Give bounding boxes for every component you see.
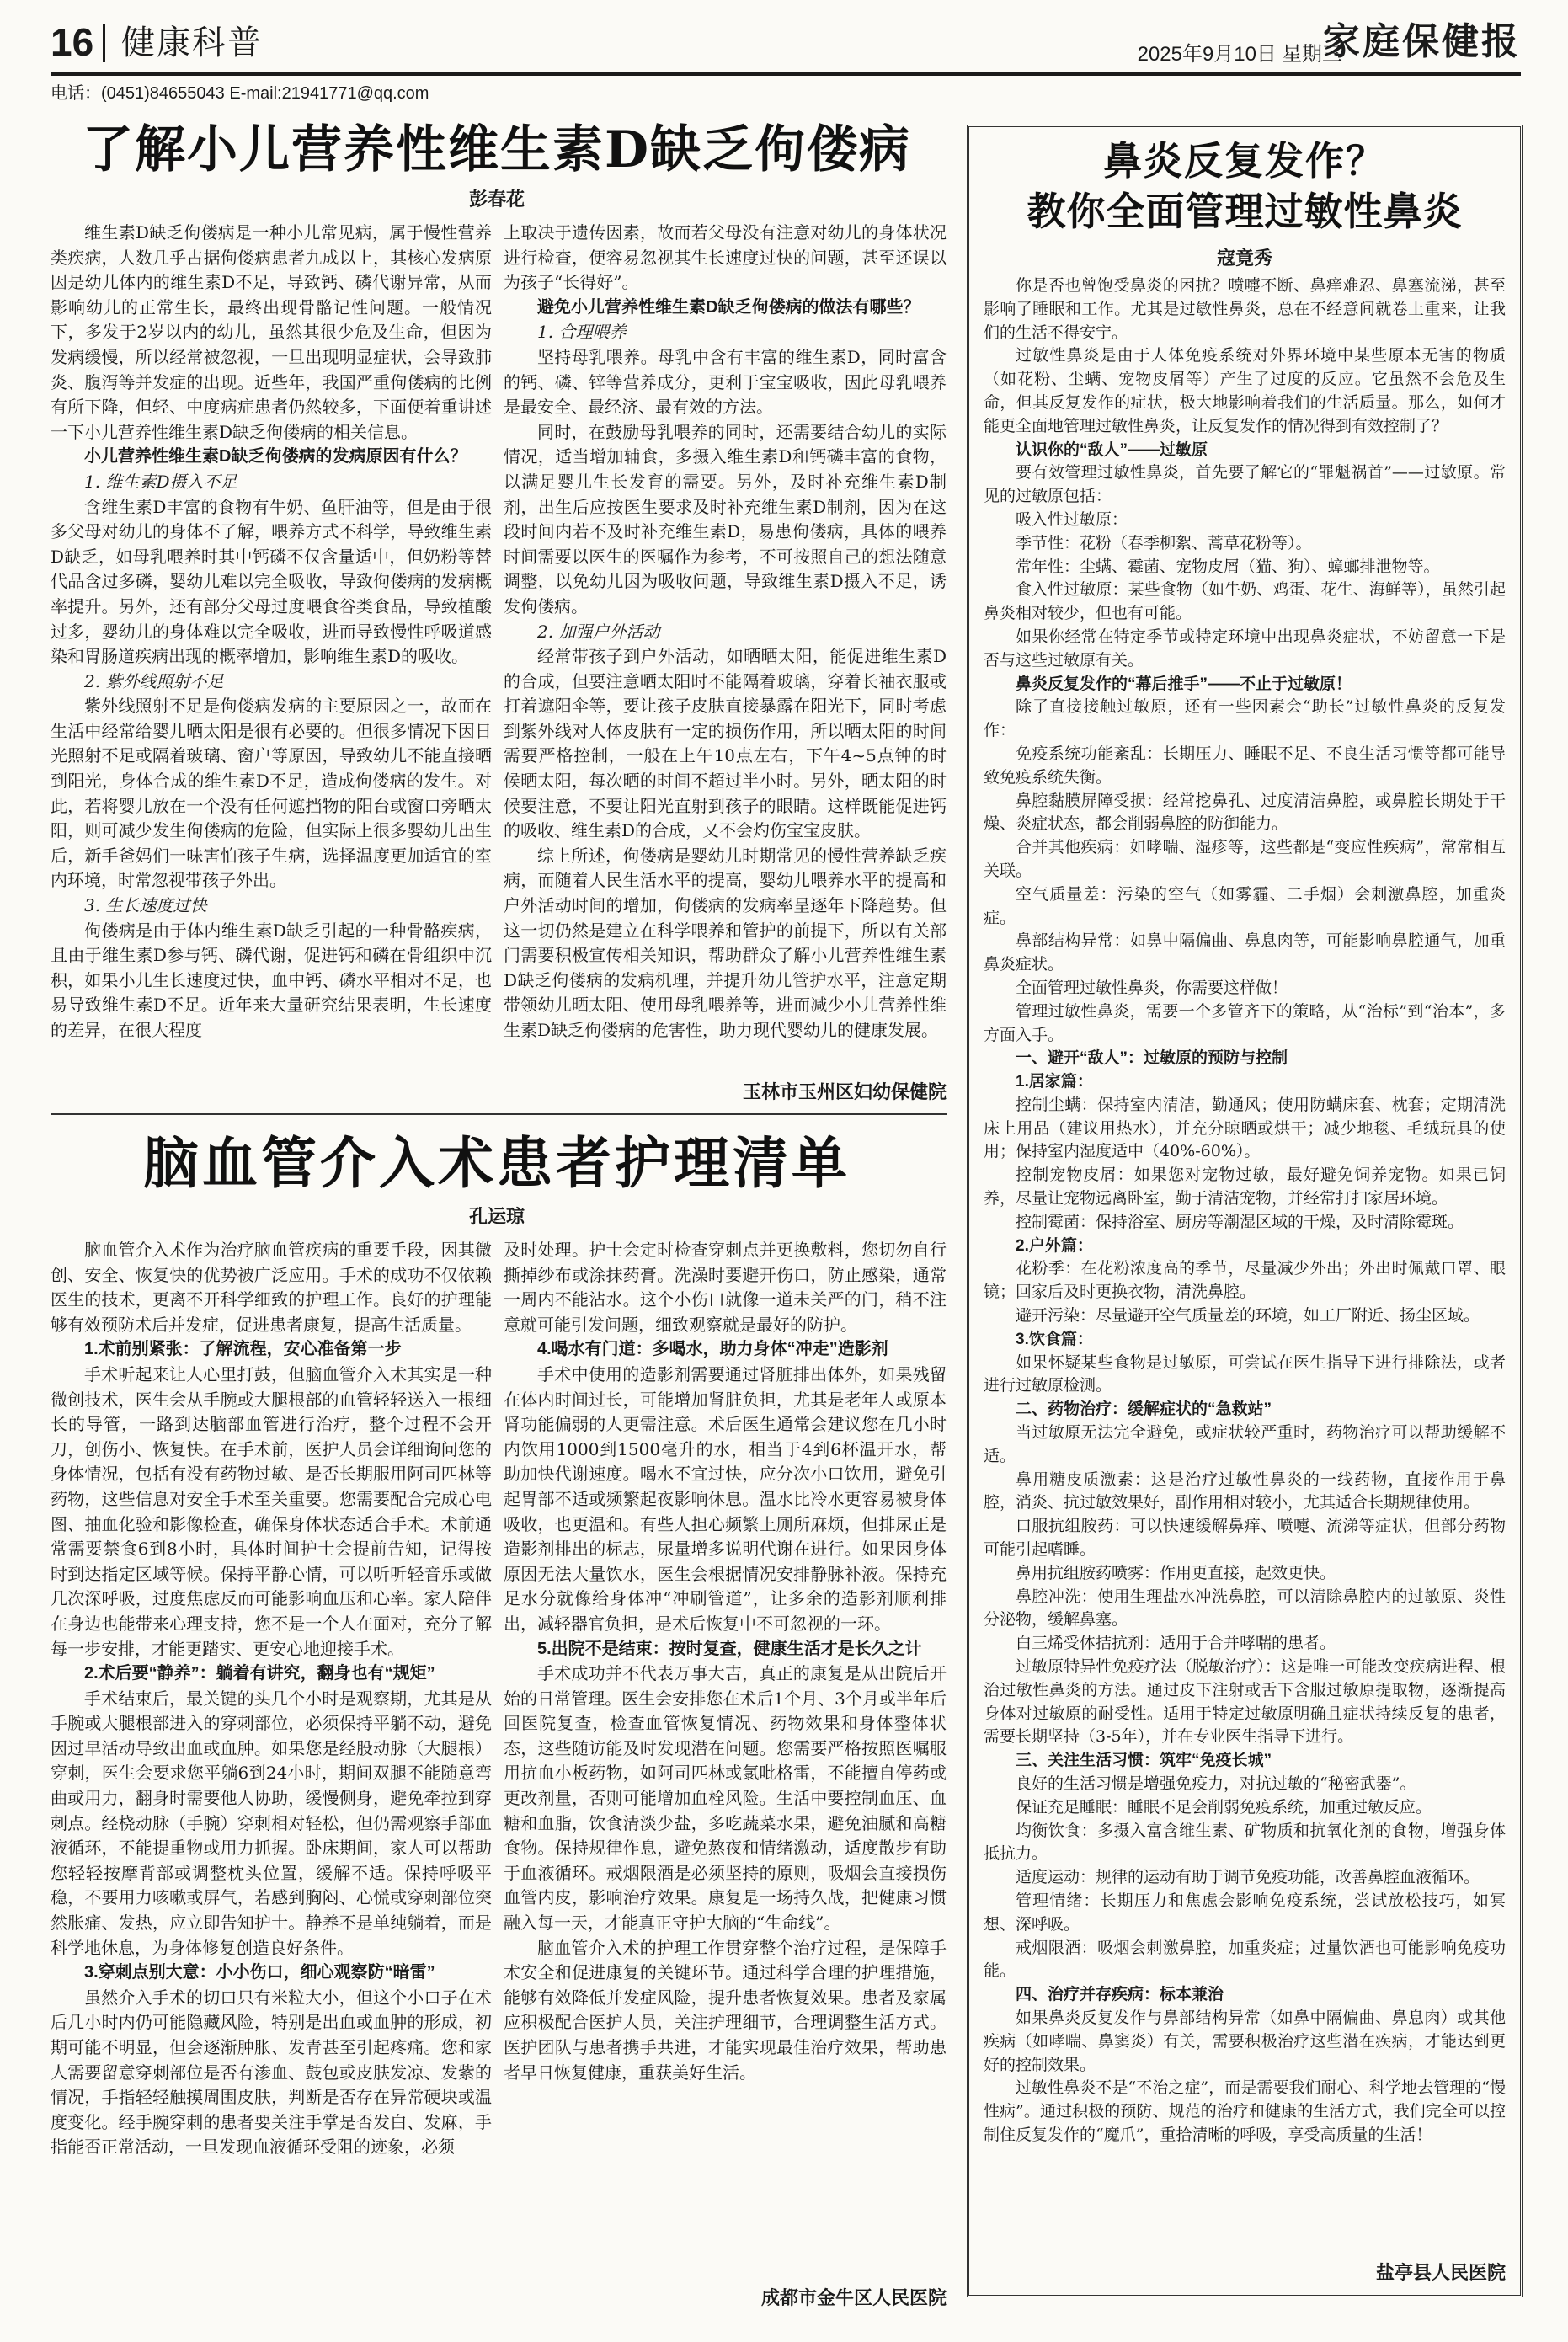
paragraph: 均衡饮食：多摄入富含维生素、矿物质和抗氧化剂的食物，增强身体抵抗力。 bbox=[984, 1821, 1506, 1864]
paragraph: 良好的生活习惯是增强免疫力，对抗过敏的“秘密武器”。 bbox=[1016, 1774, 1416, 1793]
paragraph: 吸入性过敏原： bbox=[1016, 509, 1128, 529]
section-heading: 1.术前别紧张：了解流程，安心准备第一步 bbox=[84, 1340, 402, 1359]
paragraph: 含维生素D丰富的食物有牛奶、鱼肝油等，但是由于很多父母对幼儿的身体不了解，喂养方式不科学，导致维生素D缺乏，如母乳喂养时其中钙磷不仅含量适中，但奶粉等替代品含过多磷，婴幼儿难以完全吸收，导致佝偻病的发病概率提升。另外，还有部分父母过度喂食谷类食品，导致植酸过多，婴幼儿的身体难以完全吸收，进而导致慢性呼吸道感染和胃肠道疾病出现的概率增加，影响维生素D的吸收。 bbox=[51, 496, 492, 667]
section-heading: 2.户外篇： bbox=[1016, 1236, 1093, 1255]
paragraph: 口服抗组胺药：可以快速缓解鼻痒、喷嚏、流涕等症状，但部分药物可能引起嗜睡。 bbox=[984, 1517, 1506, 1560]
masthead bbox=[51, 19, 1521, 69]
paragraph: 管理情绪：长期压力和焦虑会影响免疫系统，尝试放松技巧，如冥想、深呼吸。 bbox=[984, 1891, 1506, 1934]
paragraph: 控制霉菌：保持浴室、厨房等潮湿区域的干燥，及时清除霉斑。 bbox=[1016, 1212, 1464, 1231]
paragraph: 手术成功并不代表万事大吉，真正的康复是从出院后开始的日常管理。医生会安排您在术后1个月、3个月或半年后回医院复查，检查血管恢复情况、药物效果和身体整体状态，这些随访能及时发现潜在问题。您需要严格按照医嘱服用抗血小板药物，如阿司匹林或氯吡格雷，不能擅自停药或更改剂量，否则可能增加血栓风险。生活中要控制血压、血糖和血脂，饮食清淡少盐，多吃蔬菜水果，避免油腻和高糖食物。保持规律作息，避免熬夜和情绪激动，适度散步有助于血液循环。戒烟限酒是必须坚持的原则，吸烟会直接损伤血管内皮，影响治疗效果。康复是一场持久战，把健康习惯融入每一天，才能真正守护大脑的“生命线”。 bbox=[504, 1663, 947, 1934]
section-heading: 4.喝水有门道：多喝水，助力身体“冲走”造影剂 bbox=[537, 1340, 888, 1359]
article2-column-2 bbox=[504, 1238, 947, 2278]
paragraph: 如果你经常在特定季节或特定环境中出现鼻炎症状，不妨留意一下是否与这些过敏原有关。 bbox=[984, 627, 1506, 670]
paragraph: 过敏原特异性免疫疗法（脱敏治疗）：这是唯一可能改变疾病进程、根治过敏性鼻炎的方法。通过皮下注射或舌下含服过敏原提取物，逐渐提高身体对过敏原的耐受性。适用于特定过敏原明确且症状持续反复的患者，需要长期坚持（3-5年），并在专业医生指导下进行。 bbox=[984, 1657, 1506, 1747]
section-heading: 小儿营养性维生素D缺乏佝偻病的发病原因有什么？ bbox=[84, 447, 467, 467]
paragraph: 适度运动：规律的运动有助于调节免疫功能，改善鼻腔血液循环。 bbox=[1016, 1868, 1480, 1887]
section-heading: 3.穿刺点别大意：小小伤口，细心观察防“暗雷” bbox=[84, 1963, 435, 1982]
contact-line: 电话：(0451)84655043 E-mail:21941771@qq.com bbox=[51, 84, 429, 103]
paragraph: 经常带孩子到户外活动，如晒晒太阳，能促进维生素D的合成，但要注意晒太阳时不能隔着玻璃，穿着长袖衣服或打着遮阳伞等，要让孩子皮肤直接暴露在阳光下，同时考虑到紫外线对人体皮肤有一定的损伤作用，所以晒太阳的时间需要严格控制，一般在上午10点左右，下午4~5点钟的时候晒太阳，每次晒的时间不超过半小时。另外，晒太阳的时候要注意，不要让阳光直射到孩子的眼睛。这样既能促进钙的吸收、维生素D的合成，又不会灼伤宝宝皮肤。 bbox=[504, 646, 947, 841]
article2-source: 成都市金牛区人民医院 bbox=[760, 2287, 947, 2308]
paragraph: 鼻用抗组胺药喷雾：作用更直接，起效更快。 bbox=[1016, 1563, 1336, 1582]
paragraph: 当过敏原无法完全避免，或症状较严重时，药物治疗可以帮助缓解不适。 bbox=[984, 1423, 1506, 1465]
article-divider bbox=[51, 1113, 947, 1115]
paragraph: 避开污染：尽量避开空气质量差的环境，如工厂附近、扬尘区域。 bbox=[1016, 1306, 1480, 1326]
paragraph: 手术结束后，最关键的头几个小时是观察期，尤其是从手腕或大腿根部进入的穿刺部位，必须保持平躺不动，避免因过早活动导致出血或血肿。如果您是经股动脉（大腿根）穿刺，医生会要求您平躺6到24小时，期间双腿不能随意弯曲或用力，翻身时需要他人协助，缓慢侧身，避免牵拉到穿刺点。经桡动脉（手腕）穿刺相对轻松，但仍需观察手部血液循环，不能提重物或用力抓握。卧床期间，家人可以帮助您轻轻按摩背部或调整枕头位置，缓解不适。保持呼吸平稳，不要用力咳嗽或屏气，若感到胸闷、心慌或穿刺部位突然胀痛、发热，应立即告知护士。静养不是单纯躺着，而是科学地休息，为身体修复创造良好条件。 bbox=[51, 1688, 492, 1958]
paragraph: 鼻腔冲洗：使用生理盐水冲洗鼻腔，可以清除鼻腔内的过敏原、炎性分泌物，缓解鼻塞。 bbox=[984, 1587, 1506, 1630]
article1-source: 玉林市玉州区妇幼保健院 bbox=[742, 1081, 947, 1102]
paragraph: 免疫系统功能紊乱：长期压力、睡眠不足、不良生活习惯等都可能导致免疫系统失衡。 bbox=[984, 744, 1506, 787]
paragraph: 手术中使用的造影剂需要通过肾脏排出体外，如果残留在体内时间过长，可能增加肾脏负担，尤其是老年人或原本肾功能偏弱的人更需注意。术后医生通常会建议您在几小时内饮用1000到1500毫升的水，相当于4到6杯温开水，帮助加快代谢速度。喝水不宜过快，应分次小口饮用，避免引起胃部不适或频繁起夜影响休息。温水比冷水更容易被身体吸收，也更温和。有些人担心频繁上厕所麻烦，但排尿正是造影剂排出的标志，尿量增多说明代谢在进行。如果因身体原因无法大量饮水，医生会根据情况安排静脉补液。保持充足水分就像给身体冲“冲刷管道”，让多余的造影剂顺利排出，减轻器官负担，是术后恢复中不可忽视的一环。 bbox=[504, 1363, 947, 1634]
paragraph: 维生素D缺乏佝偻病是一种小儿常见病，属于慢性营养类疾病，人数几乎占据佝偻病患者九成以上，其核心发病原因是幼儿体内的维生素D不足，导致钙、磷代谢异常，从而影响幼儿的正常生长，最终出现骨骼记性问题。一般情况下，多发于2岁以内的幼儿，虽然其很少危及生命，但因为发病缓慢，所以经常被忽视，一旦出现明显症状，会导致肺炎、腹泻等并发症的出现。近些年，我国严重佝偻病的比例有所下降，但轻、中度病症患者仍然较多，下面便着重讲述一下小儿营养性维生素D缺乏佝偻病的相关信息。 bbox=[51, 222, 492, 442]
paragraph: 佝偻病是由于体内维生素D缺乏引起的一种骨骼疾病，且由于维生素D参与钙、磷代谢，促进钙和磷在骨组织中沉积，如果小儿生长速度过快，血中钙、磷水平相对不足，也易导致维生素D不足。近年来大量研究结果表明，生长速度的差异，在很大程度 bbox=[51, 920, 492, 1040]
paragraph: 白三烯受体拮抗剂：适用于合并哮喘的患者。 bbox=[1016, 1634, 1336, 1653]
section-heading: 5.出院不是结束：按时复查，健康生活才是长久之计 bbox=[537, 1639, 922, 1658]
paragraph: 上取决于遗传因素，故而若父母没有注意对幼儿的身体状况进行检查，便容易忽视其生长速度过快的问题，甚至还误以为孩子“长得好”。 bbox=[504, 222, 947, 293]
paragraph: 如果怀疑某些食物是过敏原，可尝试在医生指导下进行排除法，或者进行过敏原检测。 bbox=[984, 1352, 1506, 1395]
paragraph: 你是否也曾饱受鼻炎的困扰？喷嚏不断、鼻痒难忍、鼻塞流涕，甚至影响了睡眠和工作。尤其是过敏性鼻炎，总在不经意间就卷土重来，让我们的生活不得安宁。 bbox=[984, 276, 1506, 342]
paragraph: 鼻腔黏膜屏障受损：经常挖鼻孔、过度清洁鼻腔，或鼻腔长期处于干燥、炎症状态，都会削弱鼻腔的防御能力。 bbox=[984, 791, 1506, 834]
section-heading: 避免小儿营养性维生素D缺乏佝偻病的做法有哪些？ bbox=[537, 297, 920, 317]
masthead-divider bbox=[103, 24, 105, 62]
section-heading: 1.居家篇： bbox=[1016, 1073, 1093, 1091]
paragraph: 综上所述，佝偻病是婴幼儿时期常见的慢性营养缺乏疾病，而随着人民生活水平的提高，婴幼儿喂养水平的提高和户外活动时间的增加，佝偻病的发病率呈逐年下降趋势。但这一切仍然是建立在科学喂养和管护的前提下，所以有关部门需要积极宣传相关知识，帮助群众了解小儿营养性维生素D缺乏佝偻病的发病机理，并提升幼儿管护水平，注意定期带领幼儿晒太阳、使用母乳喂养等，进而减少小儿营养性维生素D缺乏佝偻病的危害性，助力现代婴幼儿的健康发展。 bbox=[504, 845, 947, 1040]
section-heading: 一、避开“敌人”：过敏原的预防与控制 bbox=[1016, 1049, 1288, 1068]
article3-author: 寇竟秀 bbox=[1216, 248, 1272, 269]
paragraph: 手术听起来让人心里打鼓，但脑血管介入术其实是一种微创技术，医生会从手腕或大腿根部的血管轻轻送入一根细长的导管，一路到达脑部血管进行治疗，整个过程不会开刀，创伤小、恢复快。在手术前，医护人员会详细询问您的身体情况，包括有没有药物过敏、是否长期服用阿司匹林等药物，这些信息对安全手术至关重要。您需要配合完成心电图、抽血化验和影像检查，确保身体状态适合手术。术前通常需要禁食6到8小时，具体时间护士会提前告知，记得按时到达指定区域等候。保持平静心情，可以听听轻音乐或做几次深呼吸，过度焦虑反而可能影响血压和心率。家人陪伴在身边也能带来心理支持，您不是一个人在面对，充分了解每一步安排，才能更踏实、更安心地迎接手术。 bbox=[51, 1363, 492, 1659]
article2-column-1 bbox=[51, 1238, 492, 2316]
section-heading: 鼻炎反复发作的“幕后推手”——不止于过敏原！ bbox=[1016, 675, 1352, 693]
paragraph: 食入性过敏原：某些食物（如牛奶、鸡蛋、花生、海鲜等），虽然引起鼻炎相对较少，但也有可能。 bbox=[984, 580, 1506, 623]
paragraph: 管理过敏性鼻炎，需要一个多管齐下的策略，从“治标”到“治本”，多方面入手。 bbox=[984, 1001, 1506, 1044]
article3-title-line2: 教你全面管理过敏性鼻炎 bbox=[1027, 189, 1463, 234]
paragraph: 季节性：花粉（春季柳絮、蒿草花粉等）。 bbox=[1016, 533, 1312, 552]
paragraph: 空气质量差：污染的空气（如雾霾、二手烟）会刺激鼻腔，加重炎症。 bbox=[984, 884, 1506, 927]
article3-title-line1: 鼻炎反复发作？ bbox=[1103, 138, 1386, 184]
issue-date: 2025年9月10日 bbox=[1137, 43, 1277, 66]
subsection-heading: 3. 生长速度过快 bbox=[84, 895, 207, 916]
article2-title: 脑血管介入术患者护理清单 bbox=[143, 1130, 851, 1196]
article1-author: 彭春花 bbox=[468, 189, 525, 210]
paragraph: 脑血管介入术作为治疗脑血管疾病的重要手段，因其微创、安全、恢复快的优势被广泛应用。手术的成功不仅依赖医生的技术，更离不开科学细致的护理工作。良好的护理能够有效预防术后并发症，促进患者康复，提高生活质量。 bbox=[51, 1240, 492, 1335]
section-heading: 认识你的“敌人”——过敏原 bbox=[1016, 440, 1208, 459]
subsection-heading: 2. 加强户外活动 bbox=[537, 621, 660, 642]
section-heading: 3.饮食篇： bbox=[1016, 1330, 1093, 1348]
paragraph: 如果鼻炎反复发作与鼻部结构异常（如鼻中隔偏曲、鼻息肉）或其他疾病（如哮喘、鼻窦炎）有关，需要积极治疗这些潜在疾病，才能达到更好的控制效果。 bbox=[984, 2008, 1506, 2074]
paragraph: 过敏性鼻炎不是“不治之症”，而是需要我们耐心、科学地去管理的“慢性病”。通过积极的预防、规范的治疗和健康的生活方式，我们完全可以控制住反复发作的“魔爪”，重拾清晰的呼吸，享受高质量的生活！ bbox=[984, 2078, 1506, 2144]
page-number: 16 bbox=[51, 20, 94, 64]
article1-column-2 bbox=[504, 221, 947, 1071]
paragraph: 鼻用糖皮质激素：这是治疗过敏性鼻炎的一线药物，直接作用于鼻腔，消炎、抗过敏效果好，副作用相对较小，尤其适合长期规律使用。 bbox=[984, 1470, 1506, 1512]
paragraph: 过敏性鼻炎是由于人体免疫系统对外界环境中某些原本无害的物质（如花粉、尘螨、宠物皮屑等）产生了过度的反应。它虽然不会危及生命，但其反复发作的症状，极大地影响着我们的生活质量。那么，如何才能更全面地管理过敏性鼻炎，让反复发作的情况得到有效控制了？ bbox=[984, 346, 1506, 435]
section-heading: 2.术后要“静养”：躺着有讲究，翻身也有“规矩” bbox=[84, 1664, 435, 1683]
paragraph: 常年性：尘螨、霉菌、宠物皮屑（猫、狗）、蟑螂排泄物等。 bbox=[1016, 557, 1440, 576]
subsection-heading: 1. 维生素D摄入不足 bbox=[84, 471, 237, 492]
section-name: 健康科普 bbox=[121, 24, 263, 62]
paragraph: 戒烟限酒：吸烟会刺激鼻腔，加重炎症；过量饮酒也可能影响免疫功能。 bbox=[984, 1938, 1506, 1981]
paragraph: 控制宠物皮屑：如果您对宠物过敏，最好避免饲养宠物。如果已饲养，尽量让宠物远离卧室，勤于清洁宠物，并经常打扫家居环境。 bbox=[984, 1166, 1506, 1208]
paragraph: 全面管理过敏性鼻炎，你需要这样做！ bbox=[1016, 978, 1288, 997]
article1-column-1 bbox=[51, 221, 492, 1109]
section-heading: 二、药物治疗：缓解症状的“急救站” bbox=[1016, 1400, 1272, 1419]
article1-title: 了解小儿营养性维生素D缺乏佝偻病 bbox=[82, 120, 912, 179]
paragraph: 要有效管理过敏性鼻炎，首先要了解它的“罪魁祸首”——过敏原。常见的过敏原包括： bbox=[984, 463, 1506, 506]
masthead-rule bbox=[51, 72, 1521, 76]
article3-body bbox=[984, 275, 1506, 2245]
paragraph: 鼻部结构异常：如鼻中隔偏曲、鼻息肉等，可能影响鼻腔通气，加重鼻炎症状。 bbox=[984, 931, 1506, 974]
article3-source: 盐亭县人民医院 bbox=[1375, 2262, 1506, 2283]
subsection-heading: 1. 合理喂养 bbox=[537, 322, 627, 343]
paragraph: 控制尘螨：保持室内清洁，勤通风；使用防螨床套、枕套；定期清洗床上用品（建议用热水），并充分晾晒或烘干；减少地毯、毛绒玩具的使用；保持室内湿度适中（40%-60%）。 bbox=[984, 1095, 1506, 1161]
newspaper-name: 家庭保健报 bbox=[1323, 20, 1521, 63]
paragraph: 合并其他疾病：如哮喘、湿疹等，这些都是“变应性疾病”，常常相互关联。 bbox=[984, 838, 1506, 880]
paragraph: 除了直接接触过敏原，还有一些因素会“助长”过敏性鼻炎的反复发作： bbox=[984, 697, 1506, 740]
subsection-heading: 2. 紫外线照射不足 bbox=[84, 670, 224, 691]
paragraph: 脑血管介入术的护理工作贯穿整个治疗过程，是保障手术安全和促进康复的关键环节。通过科学合理的护理措施，能够有效降低并发症风险，提升患者恢复效果。患者及家属应积极配合医护人员，关注护理细节，合理调整生活方式。医护团队与患者携手共进，才能实现最佳治疗效果，帮助患者早日恢复健康，重获美好生活。 bbox=[504, 1937, 947, 2083]
paragraph: 虽然介入手术的切口只有米粒大小，但这个小口子在术后几小时内仍可能隐藏风险，特别是出血或血肿的形成，初期可能不明显，但会逐渐肿胀、发青甚至引起疼痛。您和家人需要留意穿刺部位是否有渗血、鼓包或皮肤发凉、发紫的情况，手指轻轻触摸周围皮肤，判断是否存在异常硬块或温度变化。经手腕穿刺的患者要关注手掌是否发白、发麻，手指能否正常活动，一旦发现血液循环受阻的迹象，必须 bbox=[51, 1987, 492, 2158]
issue-weekday: 星期三 bbox=[1282, 43, 1342, 66]
article2-author: 孔运琼 bbox=[468, 1206, 525, 1227]
paragraph: 同时，在鼓励母乳喂养的同时，还需要结合幼儿的实际情况，适当增加辅食，多摄入维生素D和钙磷丰富的食物，以满足婴儿生长发育的需要。另外，及时补充维生素D制剂，出生后应按医生要求及时补充维生素D制剂，因为在这段时间内若不及时补充维生素D，易患佝偻病，具体的喂养时间需要以医生的医嘱作为参考，不可按照自己的想法随意调整，以免幼儿因为吸收问题，导致维生素D摄入不足，诱发佝偻病。 bbox=[504, 421, 947, 616]
paragraph: 及时处理。护士会定时检查穿刺点并更换敷料，您切勿自行撕掉纱布或涂抹药膏。洗澡时要避开伤口，防止感染，通常一周内不能沾水。这个小伤口就像一道未关严的门，稍不注意就可能引发问题，细致观察就是最好的防护。 bbox=[504, 1240, 947, 1335]
paragraph: 花粉季：在花粉浓度高的季节，尽量减少外出；外出时佩戴口罩、眼镜；回家后及时更换衣物，清洗鼻腔。 bbox=[984, 1259, 1506, 1302]
section-heading: 三、关注生活习惯：筑牢“免疫长城” bbox=[1016, 1752, 1272, 1770]
paragraph: 坚持母乳喂养。母乳中含有丰富的维生素D，同时富含的钙、磷、锌等营养成分，更利于宝宝吸收，因此母乳喂养是最安全、最经济、最有效的方法。 bbox=[504, 346, 947, 418]
section-heading: 四、治疗并存疾病：标本兼治 bbox=[1016, 1986, 1224, 2004]
paragraph: 紫外线照射不足是佝偻病发病的主要原因之一，故而在生活中经常给婴儿晒太阳是很有必要的。但很多情况下因日光照射不足或隔着玻璃、窗户等原因，导致幼儿不能直接晒到阳光，身体合成的维生素D不足，造成佝偻病的发生。对此，若将婴儿放在一个没有任何遮挡物的阳台或窗口旁晒太阳，则可减少发生佝偻病的危险，但实际上很多婴幼儿出生后，新手爸妈们一味害怕孩子生病，选择温度更加适宜的室内环境，时常忽视带孩子外出。 bbox=[51, 696, 492, 891]
paragraph: 保证充足睡眠：睡眠不足会削弱免疫系统，加重过敏反应。 bbox=[1016, 1797, 1432, 1817]
